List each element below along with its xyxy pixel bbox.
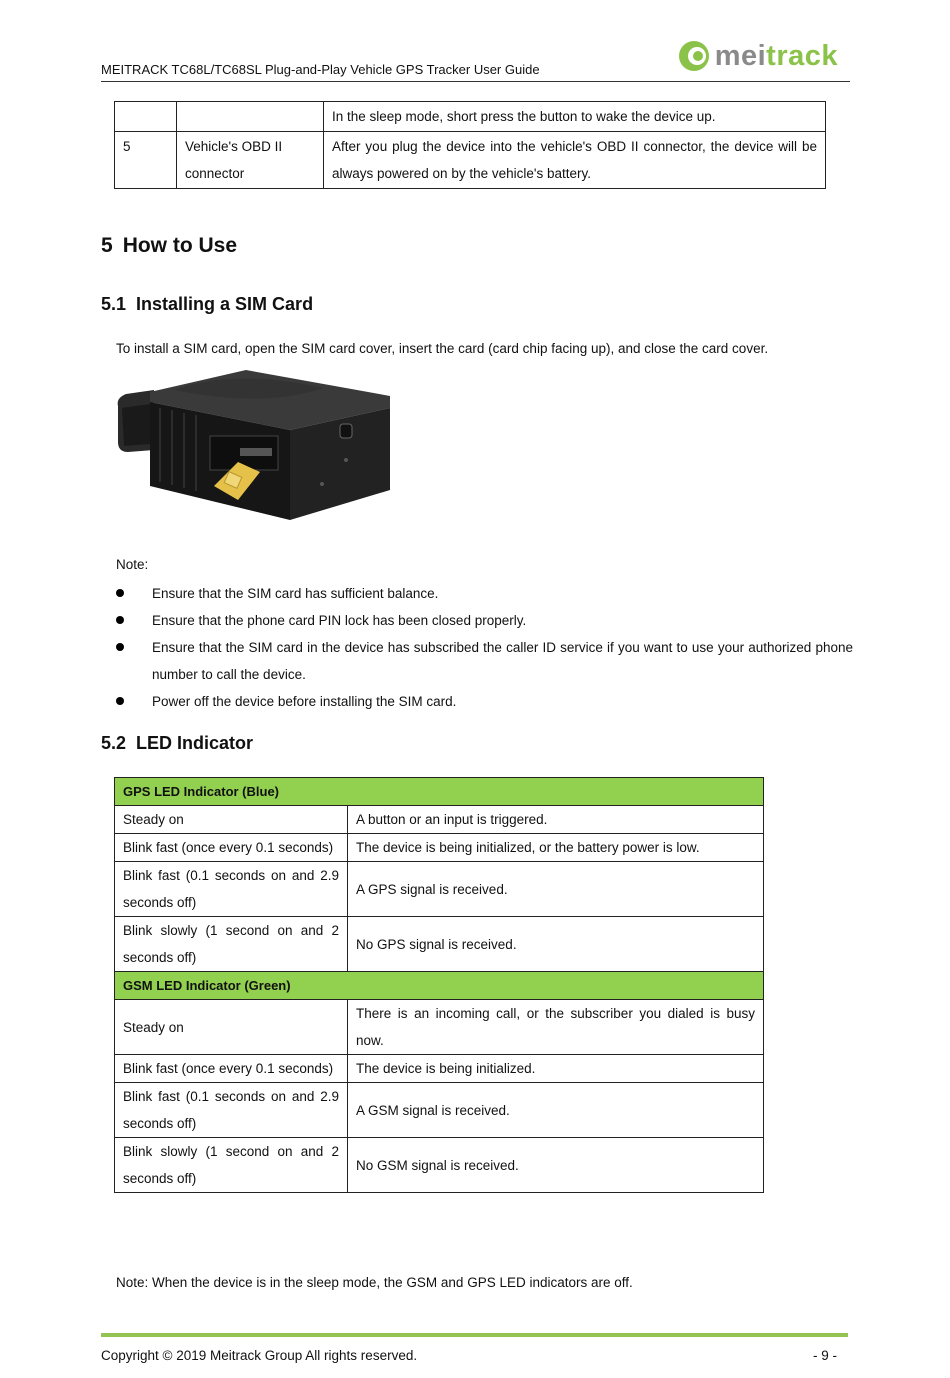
page-header [101,36,850,82]
gsm-header: GSM LED Indicator (Green) [115,972,764,1000]
bullet-icon [116,697,124,705]
table-cell-desc: In the sleep mode, short press the button to wake the device up. [324,102,826,132]
list-item-text: Power off the device before installing the SIM card. [152,694,457,709]
led-state: Blink fast (once every 0.1 seconds) [115,1055,348,1083]
meitrack-logo-icon [677,39,711,73]
logo-text-accent: track [766,39,838,72]
table-row [115,862,764,917]
list-item-text: Ensure that the phone card PIN lock has been closed properly. [152,613,527,628]
table-row [115,1138,764,1193]
sleep-mode-note: Note: When the device is in the sleep mode, the GSM and GPS LED indicators are off. [116,1275,633,1290]
subsection-title: LED Indicator [136,733,254,753]
led-state: Blink slowly (1 second on and 2 seconds off) [115,1138,348,1193]
subsection-title: Installing a SIM Card [136,294,314,314]
subsection-heading-sim [101,294,313,315]
led-meaning: A GSM signal is received. [348,1083,764,1138]
subsection-number: 5.1 [101,294,127,314]
table-cell-name [177,102,324,132]
bullet-icon [116,589,124,597]
list-item-text: Ensure that the SIM card has sufficient balance. [152,586,439,601]
table-row [115,834,764,862]
bullet-icon [116,643,124,651]
led-meaning: A GPS signal is received. [348,862,764,917]
table-row [115,1083,764,1138]
list-item [116,634,853,688]
led-state: Blink fast (0.1 seconds on and 2.9 seconds off) [115,1083,348,1138]
section-heading [101,234,237,258]
bullet-icon [116,616,124,624]
list-item [116,580,853,607]
document-title: MEITRACK TC68L/TC68SL Plug-and-Play Vehicle GPS Tracker User Guide [101,62,540,77]
table-row [115,1055,764,1083]
table-row [115,806,764,834]
led-meaning: The device is being initialized, or the battery power is low. [348,834,764,862]
footer-divider [101,1333,848,1337]
led-meaning: There is an incoming call, or the subscriber you dialed is busy now. [348,1000,764,1055]
table-header-row [115,972,764,1000]
page-number: - 9 - [812,1348,837,1363]
led-state: Blink fast (once every 0.1 seconds) [115,834,348,862]
component-table [114,101,826,189]
subsection-heading-led [101,733,253,754]
table-cell-name: Vehicle's OBD II connector [177,132,324,189]
gps-header: GPS LED Indicator (Blue) [115,778,764,806]
sim-instructions: To install a SIM card, open the SIM card cover, insert the card (card chip facing up), and close the card cover. [116,341,769,356]
led-state: Blink slowly (1 second on and 2 seconds off) [115,917,348,972]
table-cell-num [115,102,177,132]
logo-text-main: mei [714,39,767,72]
note-list [116,580,853,715]
led-meaning: The device is being initialized. [348,1055,764,1083]
table-cell-num: 5 [115,132,177,189]
led-state: Blink fast (0.1 seconds on and 2.9 seconds off) [115,862,348,917]
subsection-number: 5.2 [101,733,127,753]
table-cell-desc: After you plug the device into the vehicle's OBD II connector, the device will be always powered on by the vehicle's battery. [324,132,826,189]
device-sim-illustration [114,368,394,523]
note-label: Note: [116,557,149,572]
led-meaning: No GSM signal is received. [348,1138,764,1193]
section-number: 5 [101,234,113,257]
logo-text [715,40,838,73]
led-meaning: No GPS signal is received. [348,917,764,972]
meitrack-logo [677,38,838,74]
table-row [115,1000,764,1055]
copyright: Copyright © 2019 Meitrack Group All rights reserved. [101,1348,418,1363]
led-state: Steady on [115,806,348,834]
led-state: Steady on [115,1000,348,1055]
table-header-row [115,778,764,806]
table-row [115,917,764,972]
led-indicator-table [114,777,764,1193]
list-item [116,688,853,715]
list-item [116,607,853,634]
section-title: How to Use [122,234,238,257]
table-row [115,102,826,132]
table-row [115,132,826,189]
list-item-text: Ensure that the SIM card in the device has subscribed the caller ID service if you want to use your authorized phone number to call the device. [152,640,853,682]
led-meaning: A button or an input is triggered. [348,806,764,834]
